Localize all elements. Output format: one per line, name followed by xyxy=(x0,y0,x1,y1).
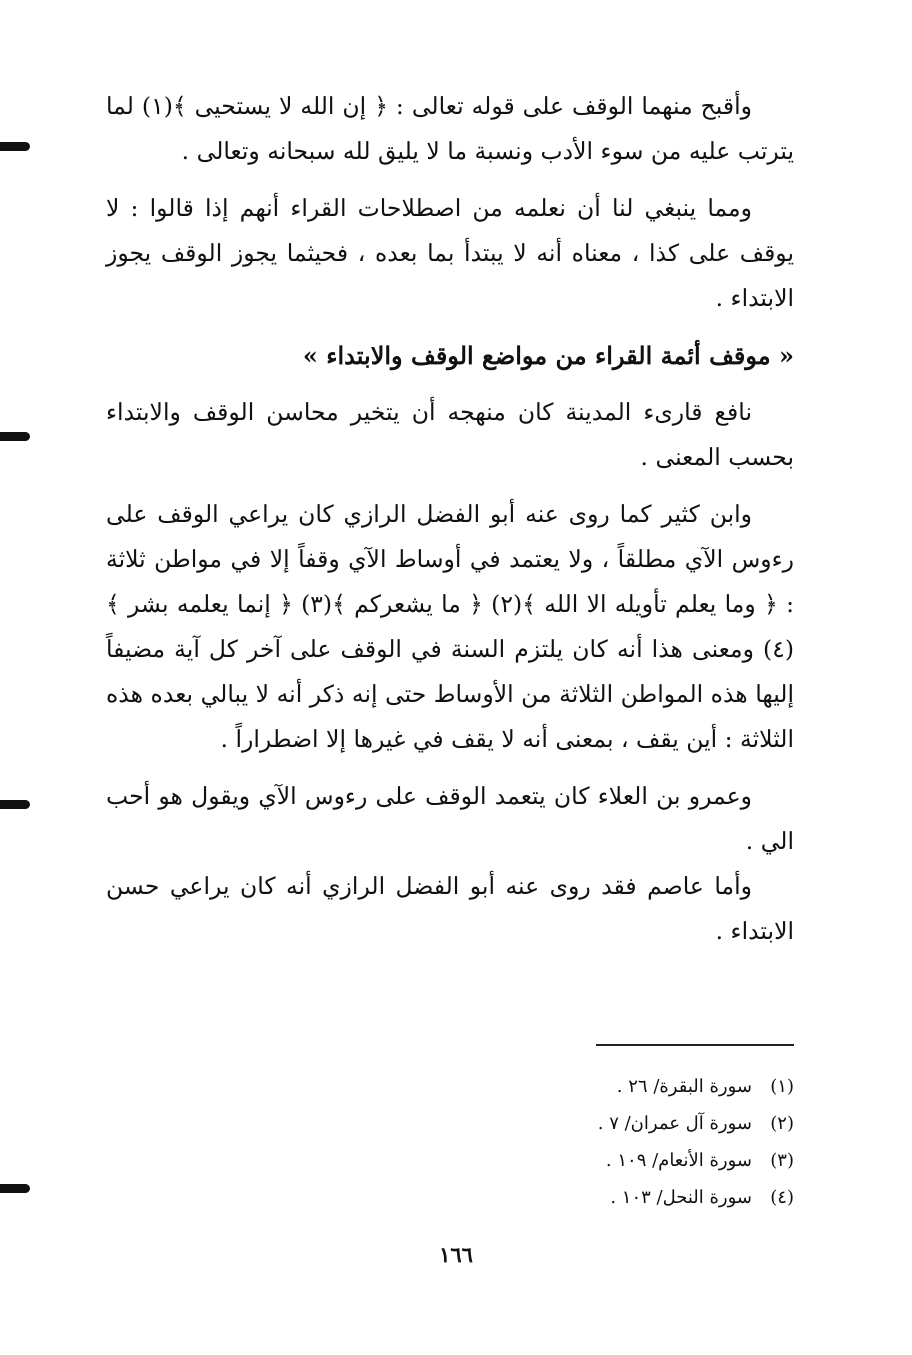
footnote-item xyxy=(474,1142,794,1179)
scan-edge-mark xyxy=(0,432,30,441)
footnote-text: سورة آل عمران/ ٧ . xyxy=(597,1113,752,1134)
paragraph-6: وأما عاصم فقد روى عنه أبو الفضل الرازي أنه كان يراعي حسن الابتداء . xyxy=(106,872,794,945)
footnote-item xyxy=(474,1068,794,1105)
footnote-item xyxy=(474,1105,794,1142)
footnote-text: سورة الأنعام/ ١٠٩ . xyxy=(605,1150,752,1171)
paragraph-5: وعمرو بن العلاء كان يتعمد الوقف على رءوس الآي ويقول هو أحب الي . xyxy=(106,782,794,855)
paragraph-3: نافع قارىء المدينة كان منهجه أن يتخير محاسن الوقف والابتداء بحسب المعنى . xyxy=(106,398,794,471)
section-heading: « موقف أئمة القراء من مواضع الوقف والابتداء » xyxy=(302,341,794,370)
footnote-item xyxy=(474,1179,794,1216)
footnote-text: سورة النحل/ ١٠٣ . xyxy=(610,1187,752,1208)
footnote-number: (٤) xyxy=(770,1187,794,1208)
main-text xyxy=(106,84,794,966)
footnote-number: (٢) xyxy=(770,1113,794,1134)
footnote-number: (١) xyxy=(770,1076,794,1097)
scan-edge-mark xyxy=(0,1184,30,1193)
scan-edge-mark xyxy=(0,800,30,809)
page-number: ١٦٦ xyxy=(439,1242,473,1267)
footnote-divider xyxy=(596,1044,794,1046)
paragraph-1: وأقبح منهما الوقف على قوله تعالى : ﴿ إن الله لا يستحيى ﴾(١) لما يترتب عليه من سوء الأدب ونسبة ما لا يليق لله سبحانه وتعالى . xyxy=(106,92,794,165)
paragraph-4: وابن كثير كما روى عنه أبو الفضل الرازي كان يراعي الوقف على رءوس الآي مطلقاً ، ولا يعتمد في أوساط الآي وقفاً إلا في مواطن ثلاثة : ﴿ وما يعلم تأويله الا الله ﴾(٢) ﴿ ما يشعركم ﴾(٣) ﴿ إنما يعلمه بشر ﴾(٤) ومعنى هذا أنه كان يلتزم السنة في الوقف على آخر كل آية مضيفاً إليها هذه المواطن الثلاثة من الأوساط حتى إنه ذكر أنه لا يبالي بعده هذه الثلاثة : أين يقف ، بمعنى أنه لا يقف في غيرها إلا اضطراراً . xyxy=(106,500,795,753)
paragraph-2: ومما ينبغي لنا أن نعلمه من اصطلاحات القراء أنهم إذا قالوا : لا يوقف على كذا ، معناه أنه لا يبتدأ بما بعده ، فحيثما يجوز الوقف يجوز الابتداء . xyxy=(106,194,794,312)
footnote-text: سورة البقرة/ ٢٦ . xyxy=(616,1076,752,1097)
footnotes xyxy=(474,1068,794,1216)
scan-edge-mark xyxy=(0,142,30,151)
footnote-number: (٣) xyxy=(770,1150,794,1171)
